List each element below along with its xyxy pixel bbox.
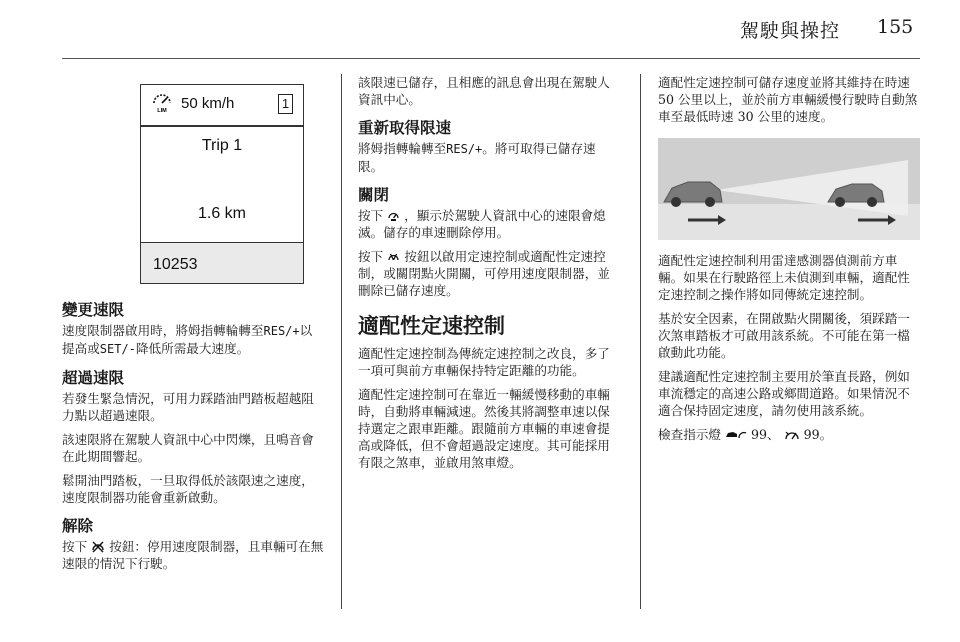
speed-limiter-icon — [151, 93, 173, 113]
heading-adaptive-cruise: 適配性定速控制 — [358, 314, 505, 338]
limiter-symbol-icon — [387, 210, 400, 222]
driver-info-display — [140, 84, 304, 284]
cancel-limiter-icon — [91, 541, 105, 553]
radar-detection-illustration — [658, 138, 920, 240]
paragraph-exceed-3: 鬆開油門踏板，一旦取得低於該限速之速度，速度限制器功能會重新啟動。 — [62, 473, 314, 505]
paragraph-stored-limit: 該限速已儲存，且相應的訊息會出現在駕駛人資訊中心。 — [358, 75, 610, 107]
paragraph-acc-radar: 適配性定速控制利用雷達感測器偵測前方車輛。如果在行駛路徑上未偵測到車輛，適配性定速控制之操作將如同傳統定速控制。 — [658, 253, 910, 302]
paragraph-change-speed: 速度限制器啟用時，將姆指轉輪轉至RES/+以提高或SET/-降低所需最大速度。 — [62, 323, 313, 356]
paragraph-acc-safety: 基於安全因素，在開啟點火開關後，須踩踏一次煞車踏板才可啟用該系統。不可能在第一檔啟動此功能。 — [658, 311, 910, 360]
gear-badge: 1 — [278, 94, 293, 114]
paragraph-acc-speed-range: 適配性定速控制可儲存速度並將其維持在時速 50 公里以上，並於前方車輛緩慢行駛時自動煞車至最低時速 30 公里的速度。 — [658, 75, 918, 124]
column-3 — [658, 74, 920, 450]
paragraph-deactivate: 按下 按鈕：停用速度限制器，且車輛可在無速限的情況下行駛。 — [62, 539, 324, 571]
cruise-limiter-toggle-icon — [387, 251, 400, 263]
heading-resume-limit: 重新取得限速 — [358, 119, 452, 137]
heading-change-speed: 變更速限 — [62, 301, 125, 319]
column-divider-1 — [341, 74, 342, 609]
paragraph-exceed-2: 該速限將在駕駛人資訊中心中閃爍，且鳴音會在此期間響起。 — [62, 432, 314, 464]
heading-deactivate: 解除 — [62, 517, 94, 535]
panel-separator-bottom — [141, 242, 303, 244]
heading-exceed-limit: 超過速限 — [62, 369, 125, 387]
panel-separator-top — [141, 125, 303, 127]
column-1 — [62, 74, 324, 579]
speed-limiter-icon-text: LIM — [157, 108, 167, 113]
header-rule — [62, 58, 920, 59]
acc-vehicle-indicator-icon — [725, 429, 747, 441]
column-2 — [358, 74, 620, 478]
paragraph-acc-intro: 適配性定速控制為傳統定速控制之改良，多了一項可與前方車輛保持特定距離的功能。 — [358, 346, 610, 378]
trip-distance: 1.6 km — [197, 205, 246, 222]
paragraph-exceed-1: 若發生緊急情況，可用力踩踏油門踏板超越阻力點以超過速限。 — [62, 391, 314, 423]
trip-label: Trip 1 — [201, 137, 243, 154]
paragraph-resume: 將姆指轉輪轉至RES/+。將可取得已儲存速限。 — [358, 141, 596, 174]
paragraph-acc-recommend: 建議適配性定速控制主要用於筆直長路，例如車流穩定的高速公路或鄉間道路。如果情況不適合保持固定速度，請勿使用該系統。 — [658, 369, 910, 418]
paragraph-check-indicators: 檢查指示燈 99、 99。 — [658, 427, 833, 442]
header-title: 駕駛與操控 — [740, 20, 841, 42]
page-number: 155 — [877, 16, 914, 38]
acc-cruise-indicator-icon — [784, 429, 800, 441]
column-divider-2 — [640, 74, 641, 609]
paragraph-switch-off-1: 按下 ，顯示於駕駛人資訊中心的速限會熄滅。儲存的車速刪除停用。 — [358, 208, 606, 240]
heading-switch-off: 關閉 — [358, 186, 390, 204]
paragraph-acc-behavior: 適配性定速控制可在靠近一輛緩慢移動的車輛時，自動將車輛減速。然後其將調整車速以保持選定之跟車距離。跟隨前方車輛的車速會提高或降低，但不會超過設定速度。其可能採用有限之煞車，並啟用煞車燈。 — [358, 387, 610, 470]
odometer: 10253 — [153, 256, 198, 273]
speed-limit-value: 50 km/h — [181, 95, 235, 112]
paragraph-switch-off-2: 按下 按鈕以啟用定速控制或適配性定速控制，或關閉點火開關，可停用速度限制器，並刪除已儲存速度。 — [358, 249, 610, 298]
